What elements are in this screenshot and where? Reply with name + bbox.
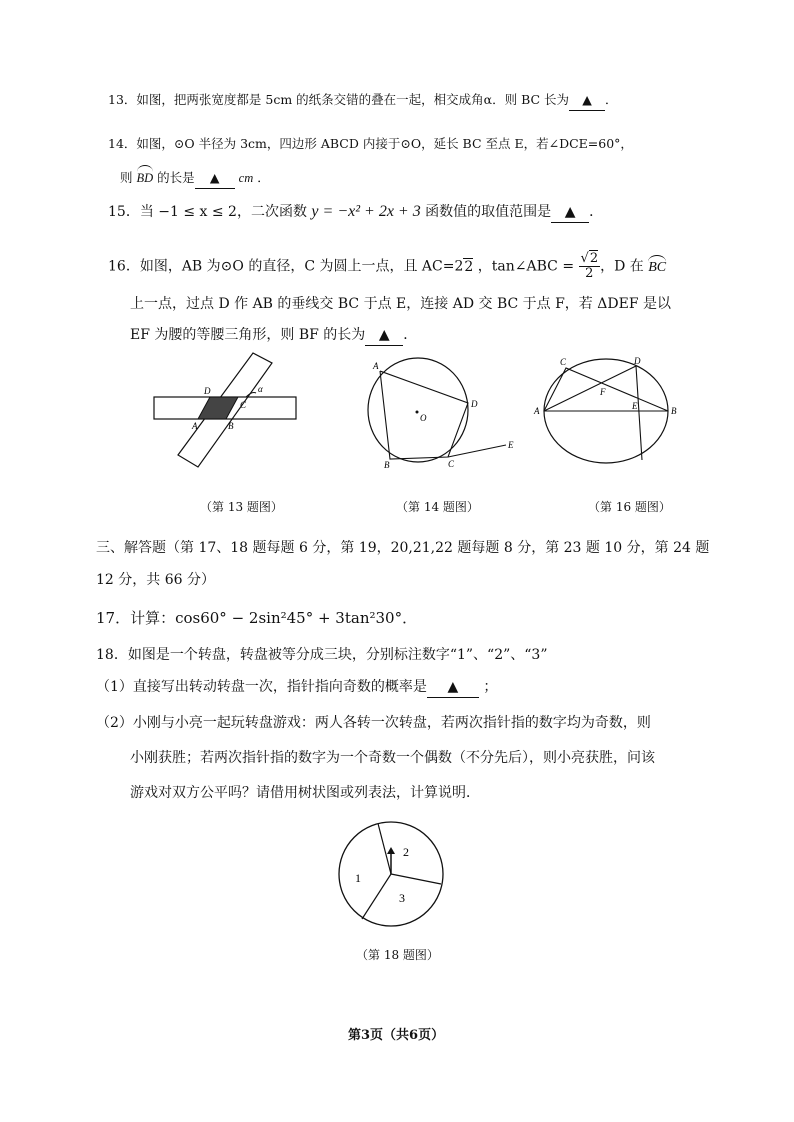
answer-blank: ▲ [427,677,479,698]
question-14-line2: 则 BD 的长是 ▲ cm ． [120,168,270,189]
label-b: B [671,406,677,416]
extension-ce [448,445,506,457]
fraction: $\frac{√2}{2}$ [580,251,599,281]
answer-blank: ▲ [551,202,589,223]
caption-13: （第 13 题图） [200,500,283,514]
label-f: F [600,387,606,397]
spinner-figure [335,818,447,930]
question-17: 17．计算：cos60° − 2sin²45° + 3tan²30°． [96,609,418,627]
sector-label-1: 1 [355,871,361,885]
label-a: A [373,361,379,371]
answer-blank: ▲ [569,90,605,111]
divider-2 [391,874,441,884]
question-18-part2-line2: 小刚获胜；若两次指针指的数字为一个奇数一个偶数（不分先后），则小亮获胜，问该 [130,750,655,766]
answer-blank: ▲ [195,168,235,189]
label-c: C [240,400,247,410]
pointer-arrowhead-icon [387,847,395,854]
question-15: 15．当 −1 ≤ x ≤ 2，二次函数 y = −x² + 2x + 3 函数值的取值范围是 ▲ ． [108,202,603,223]
helper [566,366,636,368]
label-d: D [634,356,641,366]
sector-label-2: 2 [403,845,409,859]
label-e: E [508,440,514,450]
quadratic-formula: y = −x² + 2x + 3 [311,203,421,220]
label-a: A [534,406,540,416]
question-16-line3: EF 为腰的等腰三角形，则 BF 的长为 ▲ ． [130,325,417,346]
arc-bd: BD [137,168,154,188]
label-c: C [560,357,567,367]
question-18-part2-line3: 游戏对双方公平吗？请借用树状图或列表法，计算说明． [130,785,480,801]
section-3-header-line2: 12 分，共 66 分） [96,572,215,588]
figure-14 [360,355,520,475]
arc-bc: BC [648,258,666,278]
label-b: B [228,421,234,431]
label-alpha: α [258,384,263,394]
label-d: D [471,399,478,409]
label-a: A [192,421,198,431]
caption-18: （第 18 题图） [356,948,439,962]
label-d: D [204,386,211,396]
question-14-line1: 14．如图，⊙O 半径为 3cm，四边形 ABCD 内接于⊙O，延长 BC 至点 E，若∠DCE=60°， [108,136,633,151]
divider-1 [378,824,391,875]
answer-blank: ▲ [365,325,403,346]
angle-alpha-arc [246,393,256,398]
center-point [416,411,419,414]
sector-label-3: 3 [399,891,405,905]
question-13: 13．如图，把两张宽度都是 5cm 的纸条交错的叠在一起，相交成角α．则 BC 长为 ▲ ． [108,90,618,111]
caption-14: （第 14 题图） [396,500,479,514]
overlap-rhombus [198,397,238,419]
question-18-intro: 18．如图是一个转盘，转盘被等分成三块，分别标注数字“1”、“2”、“3” [96,647,548,663]
section-3-header-line1: 三、解答题（第 17、18 题每题 6 分，第 19，20,21,22 题每题 8 分，第 23 题 10 分，第 24 题 [96,540,710,556]
label-c: C [448,459,455,469]
question-16-line2: 上一点，过点 D 作 AB 的垂线交 BC 于点 E，连接 AD 交 BC 于点 F，若 ΔDEF 是以 [130,296,671,312]
divider-3 [362,874,391,919]
line-ad-de [544,366,642,460]
question-18-part2-line1: （2）小刚与小亮一起玩转盘游戏：两人各转一次转盘，若两次指针指的数字均为奇数，则 [96,715,651,731]
figure-16 [532,355,684,475]
label-b: B [384,460,390,470]
label-o: O [420,413,427,423]
question-18-part1: （1）直接写出转动转盘一次，指针指向奇数的概率是 ▲ ； [96,677,497,698]
circle-o [368,358,468,462]
label-e: E [632,401,638,411]
question-16-line1: 16．如图，AB 为⊙O 的直径，C 为圆上一点，且 AC=22 ，tan∠ABC = $\frac{√2}{2}$ ，D 在 BC [108,251,667,281]
caption-16: （第 16 题图） [588,500,671,514]
figure-13 [148,345,308,470]
page-footer: 第3页（共6页） [348,1028,445,1043]
